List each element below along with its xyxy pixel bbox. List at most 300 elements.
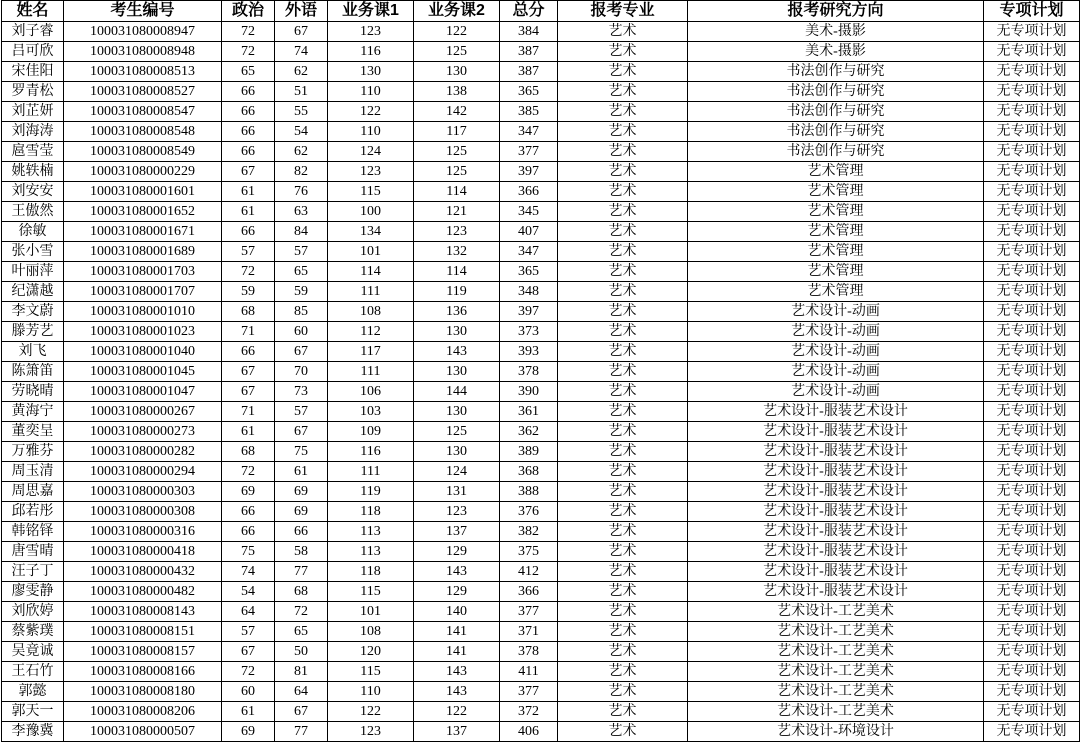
- cell-name: 吴竟诚: [2, 642, 64, 662]
- cell-politics: 72: [222, 262, 275, 282]
- cell-name: 黄海宁: [2, 402, 64, 422]
- cell-politics: 67: [222, 162, 275, 182]
- cell-total: 378: [500, 642, 558, 662]
- cell-total: 389: [500, 442, 558, 462]
- cell-major: 艺术: [558, 22, 688, 42]
- header-row: [2, 1, 1080, 22]
- cell-course-2: 137: [414, 722, 500, 742]
- header-foreign-language: 外语: [275, 1, 328, 22]
- table-row: [2, 382, 1080, 402]
- cell-special-plan: 无专项计划: [984, 262, 1080, 282]
- cell-special-plan: 无专项计划: [984, 422, 1080, 442]
- cell-course-1: 119: [328, 482, 414, 502]
- cell-candidate-id: 100031080008513: [64, 62, 222, 82]
- cell-course-2: 143: [414, 562, 500, 582]
- table-row: [2, 642, 1080, 662]
- cell-course-2: 141: [414, 642, 500, 662]
- cell-total: 366: [500, 182, 558, 202]
- cell-major: 艺术: [558, 142, 688, 162]
- cell-politics: 66: [222, 222, 275, 242]
- cell-politics: 66: [222, 342, 275, 362]
- cell-politics: 72: [222, 22, 275, 42]
- cell-politics: 71: [222, 322, 275, 342]
- cell-candidate-id: 100031080008947: [64, 22, 222, 42]
- cell-research-direction: 艺术设计-工艺美术: [688, 622, 984, 642]
- cell-name: 刘子睿: [2, 22, 64, 42]
- cell-politics: 61: [222, 182, 275, 202]
- cell-foreign-language: 74: [275, 42, 328, 62]
- cell-special-plan: 无专项计划: [984, 162, 1080, 182]
- cell-special-plan: 无专项计划: [984, 302, 1080, 322]
- header-candidate-id: 考生编号: [64, 1, 222, 22]
- cell-total: 382: [500, 522, 558, 542]
- cell-course-1: 115: [328, 662, 414, 682]
- cell-major: 艺术: [558, 462, 688, 482]
- cell-major: 艺术: [558, 102, 688, 122]
- table-row: [2, 362, 1080, 382]
- cell-foreign-language: 67: [275, 22, 328, 42]
- cell-special-plan: 无专项计划: [984, 402, 1080, 422]
- cell-research-direction: 书法创作与研究: [688, 122, 984, 142]
- cell-total: 393: [500, 342, 558, 362]
- cell-total: 388: [500, 482, 558, 502]
- cell-total: 371: [500, 622, 558, 642]
- cell-candidate-id: 100031080001047: [64, 382, 222, 402]
- cell-research-direction: 艺术设计-服装艺术设计: [688, 442, 984, 462]
- cell-research-direction: 艺术管理: [688, 182, 984, 202]
- cell-course-2: 129: [414, 542, 500, 562]
- cell-course-2: 122: [414, 22, 500, 42]
- cell-candidate-id: 100031080008157: [64, 642, 222, 662]
- cell-course-1: 110: [328, 82, 414, 102]
- cell-major: 艺术: [558, 242, 688, 262]
- cell-foreign-language: 76: [275, 182, 328, 202]
- table-row: [2, 62, 1080, 82]
- cell-total: 377: [500, 142, 558, 162]
- cell-special-plan: 无专项计划: [984, 462, 1080, 482]
- table-row: [2, 682, 1080, 702]
- cell-course-1: 108: [328, 302, 414, 322]
- cell-foreign-language: 64: [275, 682, 328, 702]
- cell-politics: 68: [222, 302, 275, 322]
- cell-politics: 72: [222, 662, 275, 682]
- header-politics: 政治: [222, 1, 275, 22]
- cell-politics: 72: [222, 42, 275, 62]
- cell-total: 397: [500, 162, 558, 182]
- cell-course-2: 125: [414, 42, 500, 62]
- cell-total: 366: [500, 582, 558, 602]
- cell-politics: 59: [222, 282, 275, 302]
- cell-research-direction: 艺术管理: [688, 262, 984, 282]
- header-research-direction: 报考研究方向: [688, 1, 984, 22]
- cell-politics: 65: [222, 62, 275, 82]
- cell-major: 艺术: [558, 502, 688, 522]
- cell-research-direction: 艺术设计-服装艺术设计: [688, 582, 984, 602]
- table-row: [2, 442, 1080, 462]
- table-row: [2, 82, 1080, 102]
- cell-course-1: 123: [328, 162, 414, 182]
- cell-research-direction: 艺术设计-服装艺术设计: [688, 542, 984, 562]
- cell-name: 韩铭铎: [2, 522, 64, 542]
- header-course-1: 业务课1: [328, 1, 414, 22]
- cell-total: 347: [500, 242, 558, 262]
- cell-politics: 67: [222, 382, 275, 402]
- cell-total: 368: [500, 462, 558, 482]
- cell-major: 艺术: [558, 402, 688, 422]
- cell-course-1: 115: [328, 582, 414, 602]
- cell-course-1: 130: [328, 62, 414, 82]
- cell-candidate-id: 100031080008206: [64, 702, 222, 722]
- cell-foreign-language: 59: [275, 282, 328, 302]
- cell-total: 387: [500, 42, 558, 62]
- cell-special-plan: 无专项计划: [984, 362, 1080, 382]
- cell-foreign-language: 77: [275, 722, 328, 742]
- table-row: [2, 622, 1080, 642]
- cell-candidate-id: 100031080008180: [64, 682, 222, 702]
- cell-candidate-id: 100031080000316: [64, 522, 222, 542]
- cell-special-plan: 无专项计划: [984, 142, 1080, 162]
- cell-course-1: 115: [328, 182, 414, 202]
- cell-course-1: 122: [328, 702, 414, 722]
- table-row: [2, 562, 1080, 582]
- cell-candidate-id: 100031080008143: [64, 602, 222, 622]
- cell-course-2: 125: [414, 162, 500, 182]
- cell-politics: 64: [222, 602, 275, 622]
- cell-name: 周思嘉: [2, 482, 64, 502]
- cell-foreign-language: 51: [275, 82, 328, 102]
- cell-candidate-id: 100031080001689: [64, 242, 222, 262]
- cell-candidate-id: 100031080000303: [64, 482, 222, 502]
- cell-politics: 72: [222, 462, 275, 482]
- cell-research-direction: 艺术管理: [688, 282, 984, 302]
- cell-research-direction: 艺术设计-服装艺术设计: [688, 402, 984, 422]
- cell-politics: 69: [222, 482, 275, 502]
- cell-course-2: 143: [414, 662, 500, 682]
- table-row: [2, 662, 1080, 682]
- cell-candidate-id: 100031080001703: [64, 262, 222, 282]
- cell-course-1: 134: [328, 222, 414, 242]
- cell-name: 周玉清: [2, 462, 64, 482]
- cell-course-2: 122: [414, 702, 500, 722]
- cell-major: 艺术: [558, 182, 688, 202]
- table-row: [2, 262, 1080, 282]
- cell-name: 廖雯静: [2, 582, 64, 602]
- cell-course-1: 116: [328, 442, 414, 462]
- cell-special-plan: 无专项计划: [984, 282, 1080, 302]
- cell-special-plan: 无专项计划: [984, 562, 1080, 582]
- cell-name: 蔡紫璞: [2, 622, 64, 642]
- cell-candidate-id: 100031080000418: [64, 542, 222, 562]
- cell-course-2: 143: [414, 342, 500, 362]
- cell-candidate-id: 100031080000482: [64, 582, 222, 602]
- cell-total: 390: [500, 382, 558, 402]
- cell-candidate-id: 100031080008948: [64, 42, 222, 62]
- cell-major: 艺术: [558, 602, 688, 622]
- cell-research-direction: 艺术设计-动画: [688, 362, 984, 382]
- cell-major: 艺术: [558, 222, 688, 242]
- table-row: [2, 222, 1080, 242]
- cell-major: 艺术: [558, 642, 688, 662]
- cell-special-plan: 无专项计划: [984, 682, 1080, 702]
- cell-course-1: 100: [328, 202, 414, 222]
- cell-special-plan: 无专项计划: [984, 82, 1080, 102]
- cell-name: 姚轶楠: [2, 162, 64, 182]
- cell-course-2: 143: [414, 682, 500, 702]
- cell-special-plan: 无专项计划: [984, 502, 1080, 522]
- cell-politics: 66: [222, 522, 275, 542]
- cell-name: 滕芳艺: [2, 322, 64, 342]
- cell-course-1: 123: [328, 22, 414, 42]
- cell-major: 艺术: [558, 722, 688, 742]
- cell-name: 宋佳阳: [2, 62, 64, 82]
- cell-major: 艺术: [558, 702, 688, 722]
- score-table: [1, 0, 1080, 742]
- cell-research-direction: 艺术设计-服装艺术设计: [688, 462, 984, 482]
- cell-course-2: 125: [414, 142, 500, 162]
- cell-name: 罗青松: [2, 82, 64, 102]
- table-row: [2, 722, 1080, 742]
- cell-course-2: 144: [414, 382, 500, 402]
- cell-research-direction: 艺术设计-服装艺术设计: [688, 522, 984, 542]
- cell-course-1: 101: [328, 602, 414, 622]
- cell-course-2: 137: [414, 522, 500, 542]
- cell-research-direction: 艺术设计-工艺美术: [688, 602, 984, 622]
- cell-foreign-language: 75: [275, 442, 328, 462]
- cell-major: 艺术: [558, 322, 688, 342]
- cell-foreign-language: 54: [275, 122, 328, 142]
- cell-name: 张小雪: [2, 242, 64, 262]
- cell-special-plan: 无专项计划: [984, 602, 1080, 622]
- table-row: [2, 142, 1080, 162]
- cell-name: 唐雪晴: [2, 542, 64, 562]
- cell-candidate-id: 100031080001707: [64, 282, 222, 302]
- cell-candidate-id: 100031080000282: [64, 442, 222, 462]
- cell-major: 艺术: [558, 622, 688, 642]
- cell-total: 365: [500, 262, 558, 282]
- cell-research-direction: 美术-摄影: [688, 42, 984, 62]
- cell-course-2: 130: [414, 402, 500, 422]
- cell-course-1: 120: [328, 642, 414, 662]
- cell-course-1: 106: [328, 382, 414, 402]
- cell-foreign-language: 63: [275, 202, 328, 222]
- table-row: [2, 582, 1080, 602]
- cell-candidate-id: 100031080001040: [64, 342, 222, 362]
- cell-politics: 57: [222, 622, 275, 642]
- cell-name: 万雅芬: [2, 442, 64, 462]
- cell-politics: 66: [222, 142, 275, 162]
- cell-foreign-language: 85: [275, 302, 328, 322]
- cell-special-plan: 无专项计划: [984, 242, 1080, 262]
- cell-major: 艺术: [558, 662, 688, 682]
- cell-special-plan: 无专项计划: [984, 522, 1080, 542]
- cell-special-plan: 无专项计划: [984, 642, 1080, 662]
- cell-course-1: 101: [328, 242, 414, 262]
- table-row: [2, 522, 1080, 542]
- cell-course-1: 118: [328, 502, 414, 522]
- cell-special-plan: 无专项计划: [984, 222, 1080, 242]
- cell-name: 刘飞: [2, 342, 64, 362]
- cell-politics: 74: [222, 562, 275, 582]
- cell-total: 406: [500, 722, 558, 742]
- cell-politics: 75: [222, 542, 275, 562]
- cell-candidate-id: 100031080008547: [64, 102, 222, 122]
- cell-total: 348: [500, 282, 558, 302]
- cell-major: 艺术: [558, 302, 688, 322]
- cell-candidate-id: 100031080008166: [64, 662, 222, 682]
- cell-foreign-language: 60: [275, 322, 328, 342]
- cell-name: 叶丽萍: [2, 262, 64, 282]
- cell-special-plan: 无专项计划: [984, 662, 1080, 682]
- cell-course-2: 114: [414, 182, 500, 202]
- cell-special-plan: 无专项计划: [984, 22, 1080, 42]
- cell-research-direction: 书法创作与研究: [688, 142, 984, 162]
- header-special-plan: 专项计划: [984, 1, 1080, 22]
- cell-name: 扈雪莹: [2, 142, 64, 162]
- cell-course-1: 111: [328, 362, 414, 382]
- cell-course-1: 116: [328, 42, 414, 62]
- header-name: 姓名: [2, 1, 64, 22]
- cell-special-plan: 无专项计划: [984, 542, 1080, 562]
- cell-special-plan: 无专项计划: [984, 122, 1080, 142]
- cell-major: 艺术: [558, 582, 688, 602]
- cell-research-direction: 艺术设计-服装艺术设计: [688, 502, 984, 522]
- table-row: [2, 242, 1080, 262]
- cell-major: 艺术: [558, 382, 688, 402]
- cell-total: 411: [500, 662, 558, 682]
- cell-candidate-id: 100031080001601: [64, 182, 222, 202]
- cell-major: 艺术: [558, 562, 688, 582]
- cell-course-2: 121: [414, 202, 500, 222]
- cell-total: 377: [500, 602, 558, 622]
- cell-course-1: 109: [328, 422, 414, 442]
- table-row: [2, 282, 1080, 302]
- cell-foreign-language: 68: [275, 582, 328, 602]
- cell-major: 艺术: [558, 122, 688, 142]
- table-row: [2, 302, 1080, 322]
- cell-research-direction: 艺术设计-环境设计: [688, 722, 984, 742]
- cell-politics: 60: [222, 682, 275, 702]
- table-row: [2, 342, 1080, 362]
- cell-foreign-language: 65: [275, 622, 328, 642]
- cell-name: 董奕呈: [2, 422, 64, 442]
- cell-foreign-language: 61: [275, 462, 328, 482]
- table-row: [2, 702, 1080, 722]
- cell-major: 艺术: [558, 42, 688, 62]
- cell-foreign-language: 57: [275, 402, 328, 422]
- cell-major: 艺术: [558, 682, 688, 702]
- cell-course-2: 123: [414, 222, 500, 242]
- cell-course-2: 125: [414, 422, 500, 442]
- cell-name: 陈箫笛: [2, 362, 64, 382]
- cell-course-1: 114: [328, 262, 414, 282]
- cell-foreign-language: 57: [275, 242, 328, 262]
- cell-candidate-id: 100031080000507: [64, 722, 222, 742]
- cell-course-2: 119: [414, 282, 500, 302]
- cell-foreign-language: 70: [275, 362, 328, 382]
- cell-course-1: 108: [328, 622, 414, 642]
- cell-research-direction: 书法创作与研究: [688, 102, 984, 122]
- cell-politics: 57: [222, 242, 275, 262]
- cell-total: 376: [500, 502, 558, 522]
- cell-research-direction: 艺术设计-服装艺术设计: [688, 422, 984, 442]
- table-row: [2, 202, 1080, 222]
- cell-politics: 69: [222, 722, 275, 742]
- cell-candidate-id: 100031080001010: [64, 302, 222, 322]
- table-row: [2, 462, 1080, 482]
- cell-research-direction: 美术-摄影: [688, 22, 984, 42]
- cell-candidate-id: 100031080008548: [64, 122, 222, 142]
- table-row: [2, 22, 1080, 42]
- cell-course-1: 110: [328, 682, 414, 702]
- cell-course-1: 111: [328, 462, 414, 482]
- cell-special-plan: 无专项计划: [984, 442, 1080, 462]
- cell-foreign-language: 69: [275, 482, 328, 502]
- table-row: [2, 402, 1080, 422]
- cell-name: 刘海涛: [2, 122, 64, 142]
- cell-course-1: 118: [328, 562, 414, 582]
- cell-major: 艺术: [558, 262, 688, 282]
- cell-total: 407: [500, 222, 558, 242]
- cell-course-2: 130: [414, 442, 500, 462]
- header-course-2: 业务课2: [414, 1, 500, 22]
- table-row: [2, 182, 1080, 202]
- cell-major: 艺术: [558, 362, 688, 382]
- cell-total: 372: [500, 702, 558, 722]
- cell-name: 纪潇越: [2, 282, 64, 302]
- cell-course-1: 122: [328, 102, 414, 122]
- cell-research-direction: 艺术设计-服装艺术设计: [688, 562, 984, 582]
- cell-name: 李豫冀: [2, 722, 64, 742]
- cell-name: 刘芷妍: [2, 102, 64, 122]
- cell-special-plan: 无专项计划: [984, 322, 1080, 342]
- cell-foreign-language: 55: [275, 102, 328, 122]
- table-row: [2, 322, 1080, 342]
- cell-candidate-id: 100031080001045: [64, 362, 222, 382]
- cell-total: 412: [500, 562, 558, 582]
- cell-name: 李文蔚: [2, 302, 64, 322]
- cell-research-direction: 艺术管理: [688, 162, 984, 182]
- cell-course-2: 129: [414, 582, 500, 602]
- cell-research-direction: 艺术设计-动画: [688, 382, 984, 402]
- cell-course-2: 130: [414, 322, 500, 342]
- cell-major: 艺术: [558, 422, 688, 442]
- cell-candidate-id: 100031080001023: [64, 322, 222, 342]
- cell-name: 吕可欣: [2, 42, 64, 62]
- cell-course-1: 124: [328, 142, 414, 162]
- cell-foreign-language: 67: [275, 342, 328, 362]
- cell-politics: 61: [222, 702, 275, 722]
- table-row: [2, 102, 1080, 122]
- cell-major: 艺术: [558, 482, 688, 502]
- cell-total: 365: [500, 82, 558, 102]
- cell-course-2: 131: [414, 482, 500, 502]
- cell-candidate-id: 100031080008151: [64, 622, 222, 642]
- cell-candidate-id: 100031080001671: [64, 222, 222, 242]
- table-row: [2, 482, 1080, 502]
- cell-course-1: 113: [328, 542, 414, 562]
- cell-total: 387: [500, 62, 558, 82]
- cell-politics: 67: [222, 642, 275, 662]
- table-body: [2, 22, 1080, 742]
- cell-candidate-id: 100031080000294: [64, 462, 222, 482]
- cell-politics: 61: [222, 422, 275, 442]
- cell-name: 郭懿: [2, 682, 64, 702]
- cell-research-direction: 艺术设计-工艺美术: [688, 662, 984, 682]
- cell-research-direction: 艺术设计-动画: [688, 322, 984, 342]
- cell-foreign-language: 81: [275, 662, 328, 682]
- cell-foreign-language: 69: [275, 502, 328, 522]
- cell-name: 王傲然: [2, 202, 64, 222]
